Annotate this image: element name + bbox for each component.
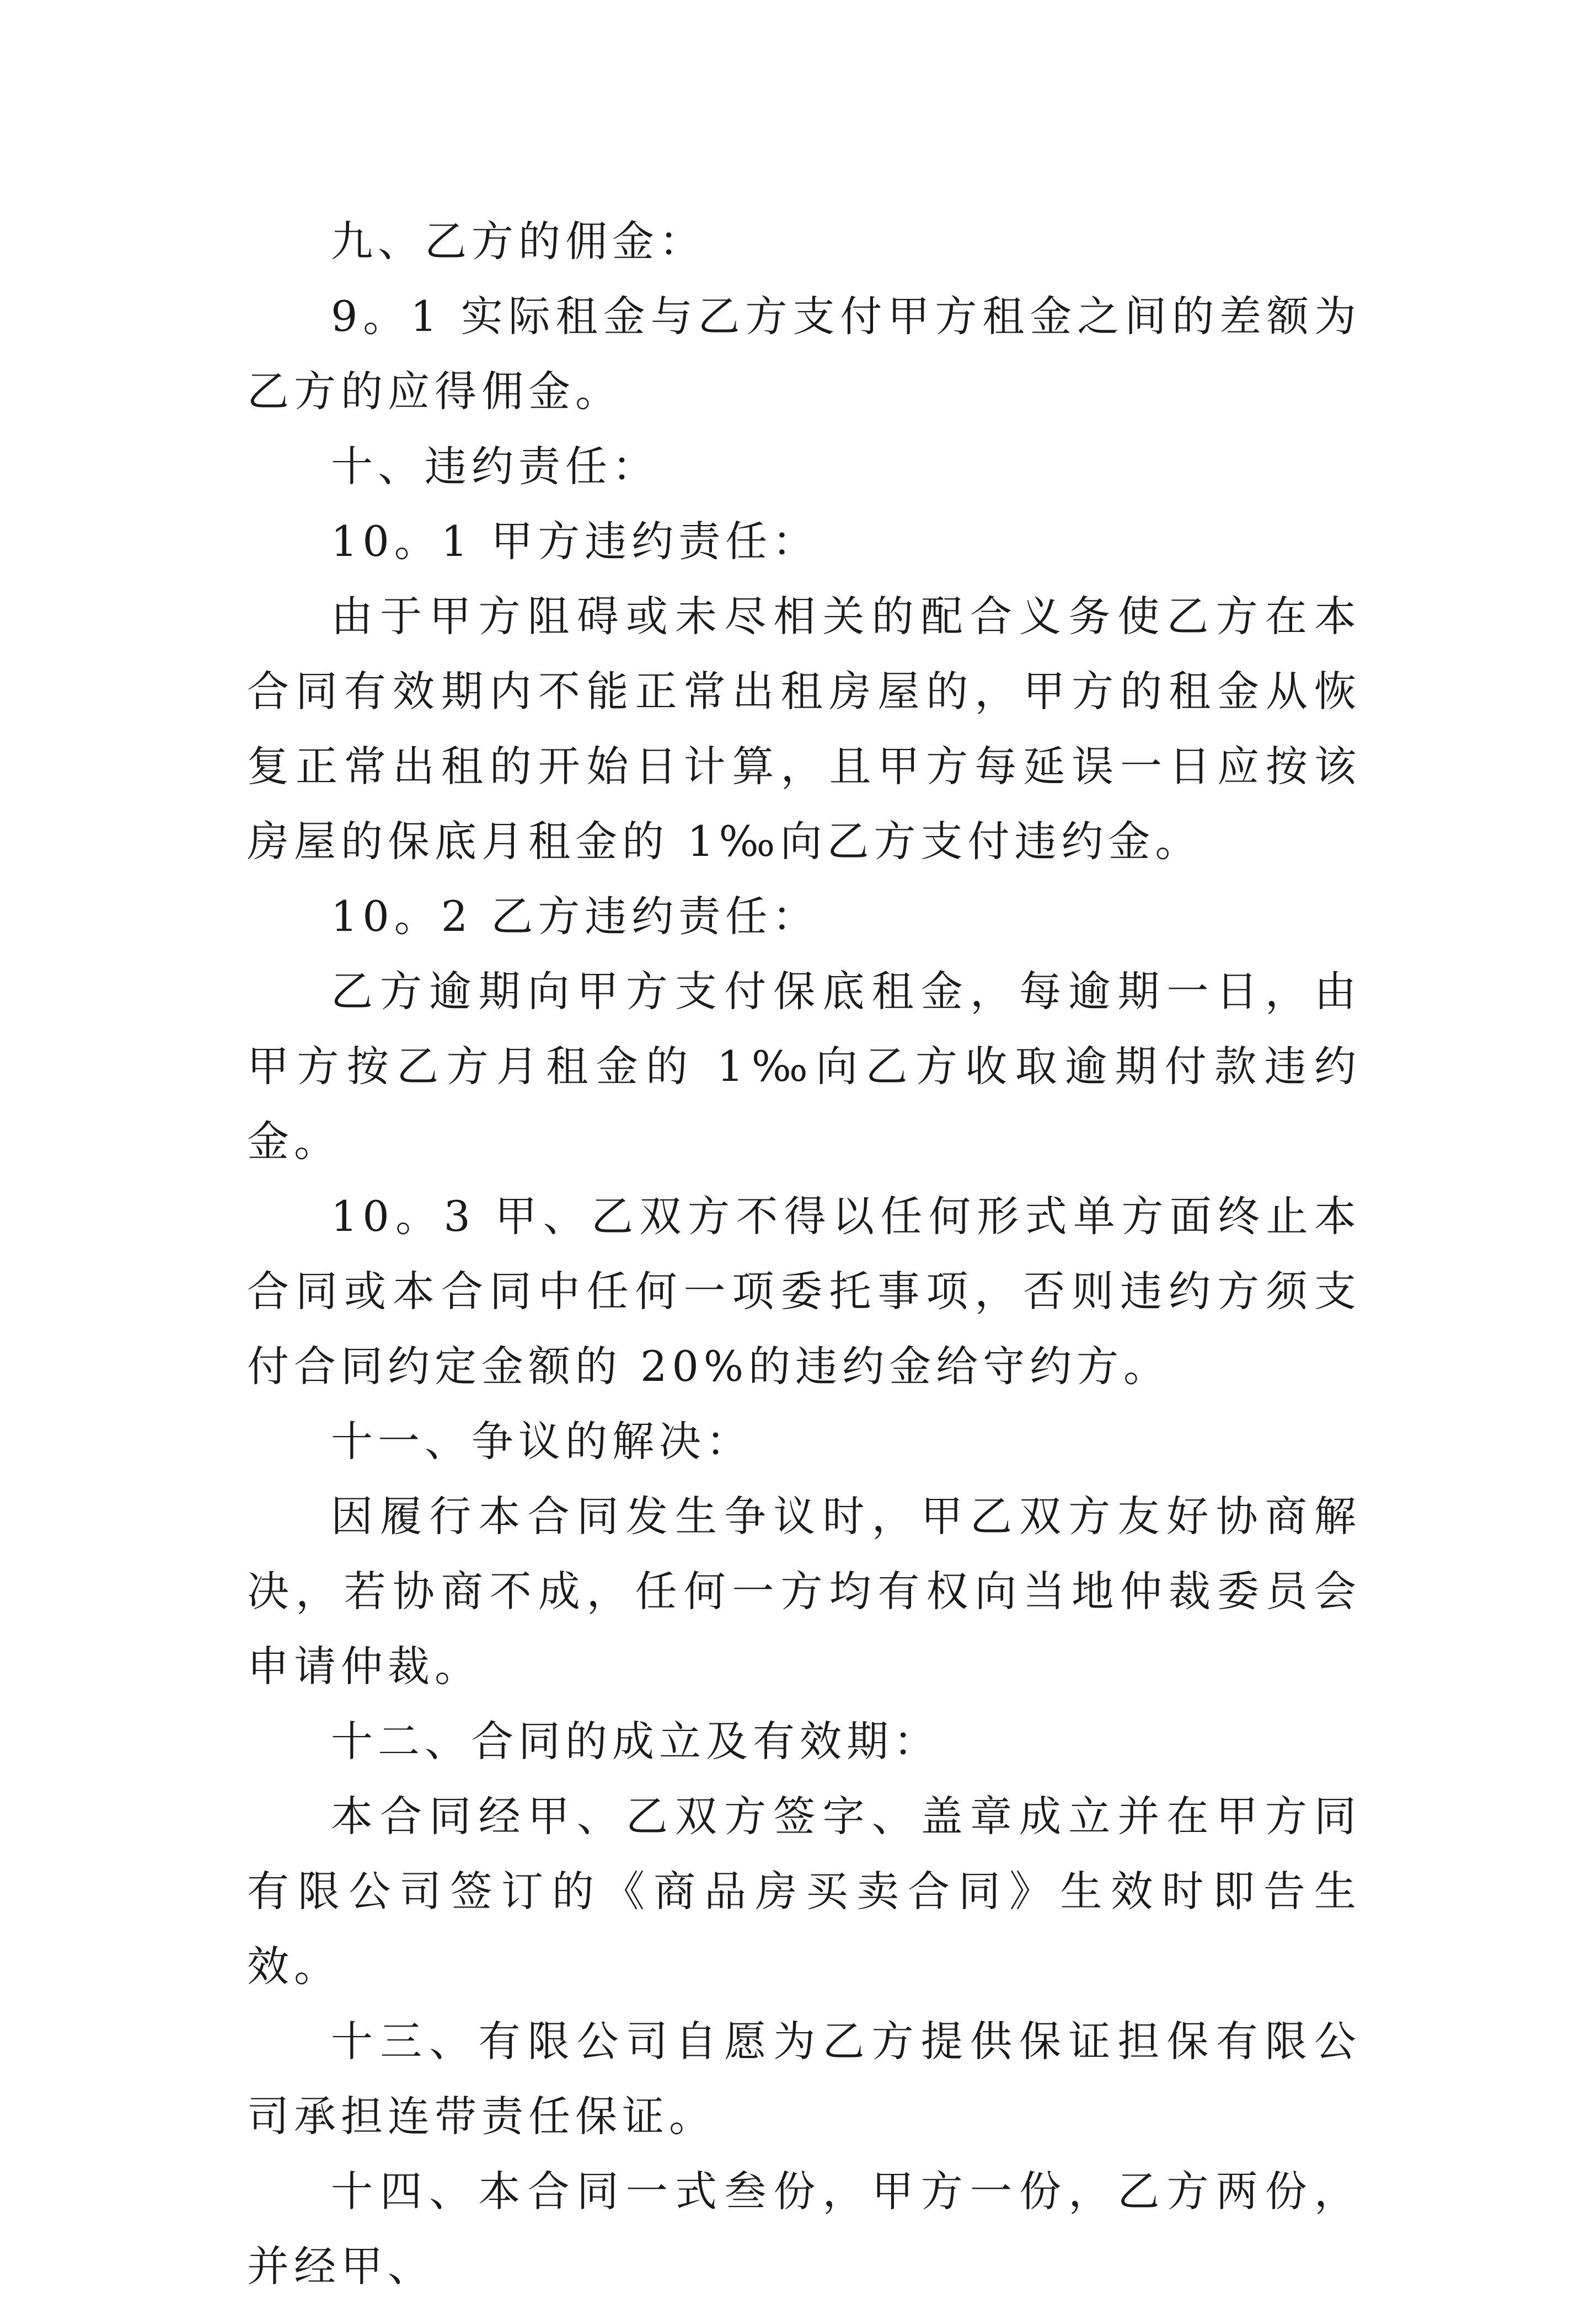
clause-9-1: 9。1 实际租金与乙方支付甲方租金之间的差额为乙方的应得佣金。	[247, 292, 1361, 416]
clause-10-2-body: 乙方逾期向甲方支付保底租金，每逾期一日，由甲方按乙方月租金的 1‰向乙方收取逾期付款违约金。	[247, 967, 1361, 1166]
validity-body: 本合同经甲、乙双方签字、盖章成立并在甲方同有限公司签订的《商品房买卖合同》生效时即告生效。	[247, 1792, 1361, 1991]
section-heading-commission: 九、乙方的佣金：	[331, 217, 706, 266]
clause-10-1-body: 由于甲方阻碍或未尽相关的配合义务使乙方在本合同有效期内不能正常出租房屋的，甲方的租金从恢复正常出租的开始日计算，且甲方每延误一日应按该房屋的保底月租金的 1‰向乙方支付违约金。	[247, 592, 1361, 866]
section-heading-dispute: 十一、争议的解决：	[331, 1417, 753, 1466]
clause-10-2-heading: 10。2 乙方违约责任：	[331, 892, 820, 941]
section-heading-validity: 十二、合同的成立及有效期：	[331, 1717, 940, 1766]
dispute-body: 因履行本合同发生争议时，甲乙双方友好协商解决，若协商不成，任何一方均有权向当地仲裁委员会申请仲裁。	[247, 1492, 1361, 1691]
section-14-copies: 十四、本合同一式叁份，甲方一份，乙方两份，并经甲、	[247, 2167, 1361, 2291]
section-13-guarantee: 十三、有限公司自愿为乙方提供保证担保有限公司承担连带责任保证。	[247, 2017, 1361, 2141]
clause-10-3: 10。3 甲、乙双方不得以任何形式单方面终止本合同或本合同中任何一项委托事项，否则违约方须支付合同约定金额的 20%的违约金给守约方。	[247, 1192, 1361, 1391]
section-heading-breach: 十、违约责任：	[331, 442, 659, 491]
document-body	[247, 204, 1361, 2304]
clause-10-1-heading: 10。1 甲方违约责任：	[331, 517, 820, 566]
